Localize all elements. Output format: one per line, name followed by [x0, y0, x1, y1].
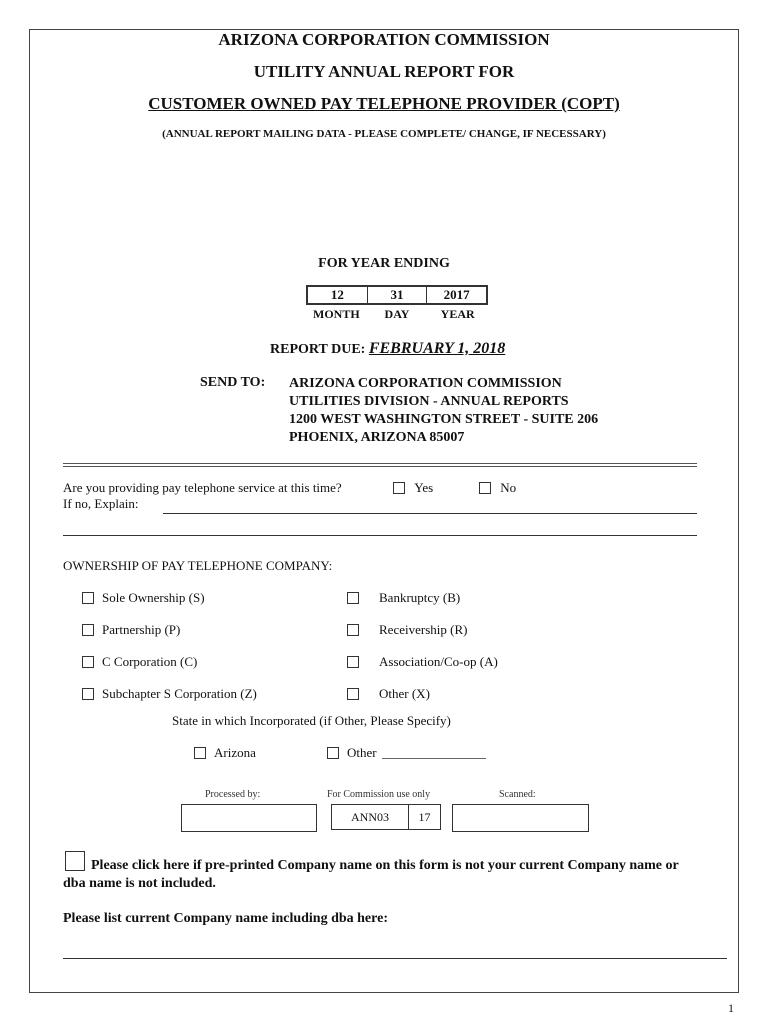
year-ending-label: FOR YEAR ENDING — [318, 256, 450, 271]
checkbox[interactable] — [82, 656, 94, 668]
commission-number: 17 — [418, 810, 431, 824]
option-label: Arizona — [214, 745, 256, 760]
year-label: YEAR — [440, 307, 475, 321]
no-checkbox[interactable] — [479, 482, 491, 494]
report-due-label: REPORT DUE: — [270, 342, 366, 357]
company-name-label: Please list current Company name including dba here: — [63, 911, 388, 926]
explain-field[interactable] — [163, 513, 697, 514]
other-state-field[interactable] — [382, 758, 486, 759]
no-option[interactable] — [479, 480, 516, 496]
option-label: Other (X) — [379, 686, 430, 701]
yes-option[interactable] — [393, 480, 433, 496]
incorporation-label: State in which Incorporated (if Other, Please Specify) — [172, 713, 451, 728]
option-partnership[interactable] — [82, 622, 180, 638]
address-line: ARIZONA CORPORATION COMMISSION — [289, 376, 562, 391]
checkbox[interactable] — [347, 624, 359, 636]
divider — [63, 466, 697, 467]
checkbox[interactable] — [327, 747, 339, 759]
explain-label: If no, Explain: — [63, 496, 139, 511]
state-arizona-option[interactable] — [194, 745, 256, 761]
option-label: Association/Co-op (A) — [379, 654, 498, 669]
ownership-title: OWNERSHIP OF PAY TELEPHONE COMPANY: — [63, 558, 333, 573]
option-label: Other — [347, 745, 377, 760]
page-number: 1 — [728, 1001, 734, 1015]
option-other[interactable] — [347, 686, 430, 702]
year-value: 2017 — [443, 287, 470, 302]
commission-code: ANN03 — [332, 805, 409, 829]
checkbox[interactable] — [82, 592, 94, 604]
name-change-notice-cont: dba name is not included. — [63, 876, 216, 891]
title-report: UTILITY ANNUAL REPORT FOR — [253, 62, 515, 81]
commission-code-box — [331, 804, 441, 830]
option-sole-ownership[interactable] — [82, 590, 205, 606]
year-ending-box — [306, 285, 488, 305]
mailing-data-note: (ANNUAL REPORT MAILING DATA - PLEASE COMPLETE/ CHANGE, IF NECESSARY) — [162, 128, 606, 140]
month-value: 12 — [308, 287, 368, 303]
checkbox[interactable] — [347, 592, 359, 604]
option-label: C Corporation (C) — [102, 654, 198, 669]
checkbox[interactable] — [347, 688, 359, 700]
name-change-notice: Please click here if pre-printed Company name on this form is not your current Company name or — [91, 858, 679, 873]
option-c-corporation[interactable] — [82, 654, 197, 670]
yes-label: Yes — [414, 480, 434, 495]
send-to-address — [289, 375, 598, 447]
company-name-field[interactable] — [63, 958, 727, 959]
address-line: PHOENIX, ARIZONA 85007 — [289, 430, 465, 445]
address-line: UTILITIES DIVISION - ANNUAL REPORTS — [289, 394, 569, 409]
option-subchapter-s[interactable] — [82, 686, 257, 702]
explain-field-line2[interactable] — [63, 535, 697, 536]
option-label: Sole Ownership (S) — [102, 590, 205, 605]
report-due-date: FEBRUARY 1, 2018 — [368, 340, 506, 357]
day-label: DAY — [384, 307, 410, 321]
checkbox[interactable] — [347, 656, 359, 668]
service-question: Are you providing pay telephone service at this time? — [63, 480, 342, 495]
yes-checkbox[interactable] — [393, 482, 405, 494]
commission-use-label: For Commission use only — [327, 789, 431, 800]
name-change-checkbox[interactable] — [65, 851, 85, 871]
checkbox[interactable] — [194, 747, 206, 759]
option-receivership[interactable] — [347, 622, 467, 638]
send-to-label: SEND TO: — [200, 375, 266, 390]
processed-by-label: Processed by: — [205, 789, 261, 800]
option-label: Receivership (R) — [379, 622, 468, 637]
month-label: MONTH — [313, 307, 360, 321]
report-due — [270, 340, 505, 358]
option-bankruptcy[interactable] — [347, 590, 460, 606]
option-label: Bankruptcy (B) — [379, 590, 461, 605]
day-value: 31 — [368, 287, 428, 303]
divider — [63, 463, 697, 464]
processed-by-box — [181, 804, 317, 832]
scanned-box — [452, 804, 589, 832]
option-association[interactable] — [347, 654, 498, 670]
scanned-label: Scanned: — [499, 789, 536, 800]
no-label: No — [500, 480, 517, 495]
title-commission: ARIZONA CORPORATION COMMISSION — [218, 30, 550, 49]
checkbox[interactable] — [82, 624, 94, 636]
date-labels — [306, 307, 488, 322]
title-provider: CUSTOMER OWNED PAY TELEPHONE PROVIDER (COPT) — [148, 94, 620, 113]
state-other-option[interactable] — [327, 745, 377, 761]
option-label: Subchapter S Corporation (Z) — [102, 686, 257, 701]
option-label: Partnership (P) — [102, 622, 181, 637]
address-line: 1200 WEST WASHINGTON STREET - SUITE 206 — [289, 412, 599, 427]
checkbox[interactable] — [82, 688, 94, 700]
